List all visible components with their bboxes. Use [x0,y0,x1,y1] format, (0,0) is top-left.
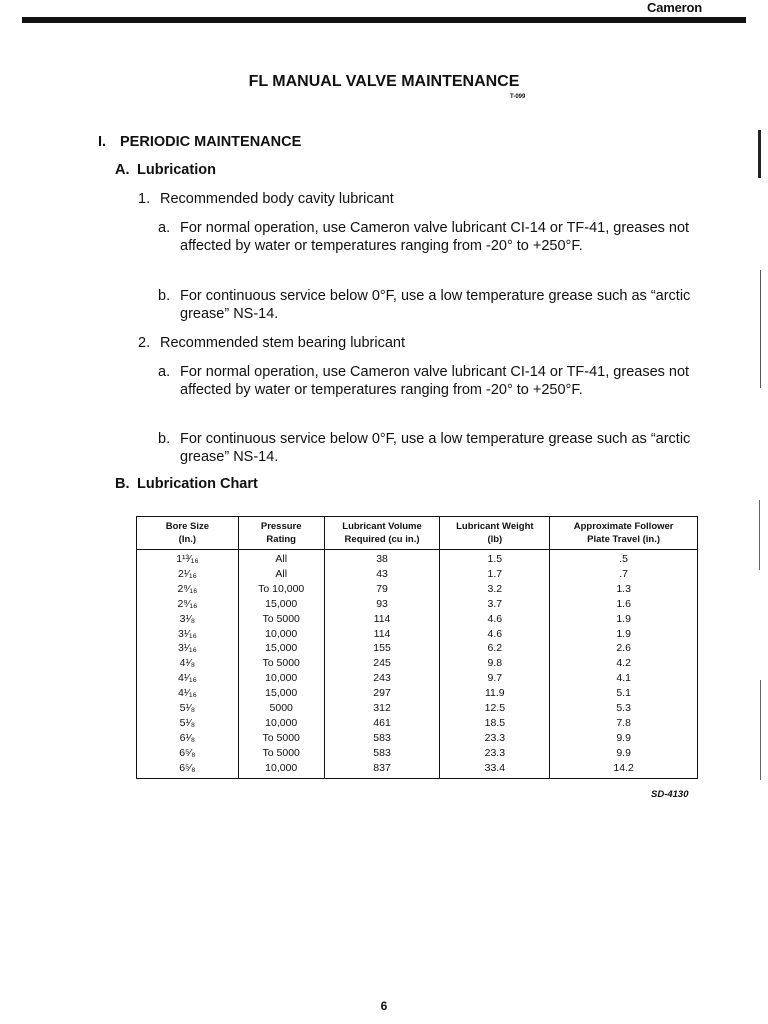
subsection-heading: Lubrication [137,162,216,178]
header-bore-size: Bore Size (In.) [137,517,239,550]
cell-pressure-rating: To 5000 [238,612,324,627]
cell-lubricant-volume: 312 [324,701,440,716]
cell-follower-plate-travel: 1.6 [550,597,698,612]
cell-follower-plate-travel: 1.9 [550,627,698,642]
cell-bore-size: 6⁵⁄₈ [137,746,239,761]
header-lubricant-weight: Lubricant Weight (lb) [440,517,550,550]
body-cavity-normal-operation [158,219,698,255]
cell-follower-plate-travel: .7 [550,567,698,582]
cell-follower-plate-travel: 14.2 [550,761,698,778]
table-row [137,627,698,642]
body-cavity-continuous-service [158,287,698,323]
page-number: 6 [380,999,388,1013]
cell-bore-size: 1¹³⁄₁₆ [137,550,239,567]
table-row [137,656,698,671]
cell-lubricant-weight: 4.6 [440,627,550,642]
cell-pressure-rating: To 5000 [238,656,324,671]
cell-follower-plate-travel: 9.9 [550,746,698,761]
cell-follower-plate-travel: 1.9 [550,612,698,627]
cell-lubricant-volume: 297 [324,686,440,701]
table-row [137,567,698,582]
cell-lubricant-weight: 6.2 [440,641,550,656]
cell-bore-size: 5¹⁄₈ [137,716,239,731]
cell-follower-plate-travel: .5 [550,550,698,567]
subitem-marker: a. [158,364,171,380]
cell-bore-size: 5¹⁄₈ [137,701,239,716]
cell-lubricant-weight: 12.5 [440,701,550,716]
cell-pressure-rating: 10,000 [238,627,324,642]
subsection-lubrication [115,161,216,179]
subitem-marker: a. [158,220,171,236]
item-marker: 2. [138,335,151,351]
item-body-cavity-lubricant [138,190,394,208]
table-row [137,716,698,731]
cell-lubricant-weight: 9.8 [440,656,550,671]
cell-bore-size: 4¹⁄₈ [137,656,239,671]
cell-lubricant-volume: 583 [324,731,440,746]
header-follower-plate-travel: Approximate Follower Plate Travel (in.) [550,517,698,550]
cell-lubricant-volume: 79 [324,582,440,597]
cell-bore-size: 4¹⁄₁₆ [137,686,239,701]
cell-lubricant-volume: 583 [324,746,440,761]
cell-lubricant-volume: 38 [324,550,440,567]
cell-bore-size: 3¹⁄₈ [137,612,239,627]
cell-lubricant-volume: 461 [324,716,440,731]
cell-follower-plate-travel: 2.6 [550,641,698,656]
cell-lubricant-volume: 837 [324,761,440,778]
cell-pressure-rating: 15,000 [238,597,324,612]
cell-lubricant-volume: 114 [324,627,440,642]
cell-bore-size: 2⁹⁄₁₆ [137,582,239,597]
section-marker: I. [98,134,107,150]
cell-lubricant-volume: 93 [324,597,440,612]
cell-pressure-rating: All [238,550,324,567]
cell-pressure-rating: To 5000 [238,731,324,746]
cell-pressure-rating: 10,000 [238,716,324,731]
lubrication-chart-table [136,516,698,779]
table-row [137,731,698,746]
cell-follower-plate-travel: 7.8 [550,716,698,731]
cell-lubricant-weight: 9.7 [440,671,550,686]
cell-lubricant-volume: 155 [324,641,440,656]
subitem-marker: b. [158,431,171,447]
cell-bore-size: 4¹⁄₁₆ [137,671,239,686]
document-title: FL MANUAL VALVE MAINTENANCE [248,73,520,90]
cell-lubricant-volume: 245 [324,656,440,671]
item-stem-bearing-lubricant [138,334,405,352]
brand-name: Cameron [647,0,702,15]
cell-lubricant-weight: 3.2 [440,582,550,597]
subsection-marker: A. [115,162,130,178]
cell-lubricant-weight: 18.5 [440,716,550,731]
cell-lubricant-weight: 23.3 [440,746,550,761]
section-heading: PERIODIC MAINTENANCE [120,134,302,150]
chart-code: SD-4130 [651,789,689,800]
scan-artifact [759,500,760,570]
item-heading: Recommended body cavity lubricant [160,191,394,207]
cell-pressure-rating: All [238,567,324,582]
cell-bore-size: 3¹⁄₁₆ [137,641,239,656]
subitem-text: For normal operation, use Cameron valve lubricant CI-14 or TF-41, greases not affected by water or temperatures ranging from -20° to +250°F. [180,364,690,398]
item-heading: Recommended stem bearing lubricant [160,335,406,351]
cell-follower-plate-travel: 5.3 [550,701,698,716]
subsection-lubrication-chart [115,475,258,493]
header-lubricant-volume: Lubricant Volume Required (cu in.) [324,517,440,550]
cell-pressure-rating: 5000 [238,701,324,716]
cell-lubricant-weight: 1.7 [440,567,550,582]
item-marker: 1. [138,191,151,207]
cell-bore-size: 3¹⁄₁₆ [137,627,239,642]
subsection-heading: Lubrication Chart [137,476,258,492]
subitem-text: For continuous service below 0°F, use a low temperature grease such as “arctic grease” NS-14. [180,288,691,322]
subitem-text: For continuous service below 0°F, use a low temperature grease such as “arctic grease” NS-14. [180,431,691,465]
scan-artifact [760,680,761,780]
table-row [137,746,698,761]
table-row [137,671,698,686]
table-row [137,686,698,701]
table-row [137,597,698,612]
table-row [137,641,698,656]
cell-bore-size: 6¹⁄₈ [137,731,239,746]
cell-lubricant-weight: 3.7 [440,597,550,612]
cell-follower-plate-travel: 4.2 [550,656,698,671]
cell-follower-plate-travel: 1.3 [550,582,698,597]
cell-follower-plate-travel: 4.1 [550,671,698,686]
table-row [137,612,698,627]
subitem-marker: b. [158,288,171,304]
header-rule [22,17,746,23]
cell-lubricant-weight: 33.4 [440,761,550,778]
cell-lubricant-volume: 43 [324,567,440,582]
cell-pressure-rating: 15,000 [238,641,324,656]
stem-bearing-continuous-service [158,430,698,466]
cell-bore-size: 2⁹⁄₁₆ [137,597,239,612]
table-row [137,582,698,597]
table-row [137,701,698,716]
cell-bore-size: 2¹⁄₁₆ [137,567,239,582]
stem-bearing-normal-operation [158,363,698,399]
subsection-marker: B. [115,476,130,492]
subitem-text: For normal operation, use Cameron valve lubricant CI-14 or TF-41, greases not affected by water or temperatures ranging from -20° to +250°F. [180,220,690,254]
cell-pressure-rating: To 10,000 [238,582,324,597]
header-pressure-rating: Pressure Rating [238,517,324,550]
cell-lubricant-weight: 1.5 [440,550,550,567]
cell-follower-plate-travel: 9.9 [550,731,698,746]
cell-lubricant-weight: 23.3 [440,731,550,746]
cell-lubricant-volume: 243 [324,671,440,686]
cell-lubricant-volume: 114 [324,612,440,627]
cell-follower-plate-travel: 5.1 [550,686,698,701]
document-code: T-099 [510,94,526,100]
table-row [137,761,698,778]
cell-pressure-rating: To 5000 [238,746,324,761]
cell-pressure-rating: 10,000 [238,761,324,778]
scan-artifact [758,130,761,178]
cell-pressure-rating: 15,000 [238,686,324,701]
table-row [137,550,698,567]
cell-lubricant-weight: 11.9 [440,686,550,701]
cell-bore-size: 6⁵⁄₈ [137,761,239,778]
section-periodic-maintenance [98,133,301,151]
cell-lubricant-weight: 4.6 [440,612,550,627]
cell-pressure-rating: 10,000 [238,671,324,686]
scan-artifact [760,270,761,388]
table-header-row [137,517,698,550]
